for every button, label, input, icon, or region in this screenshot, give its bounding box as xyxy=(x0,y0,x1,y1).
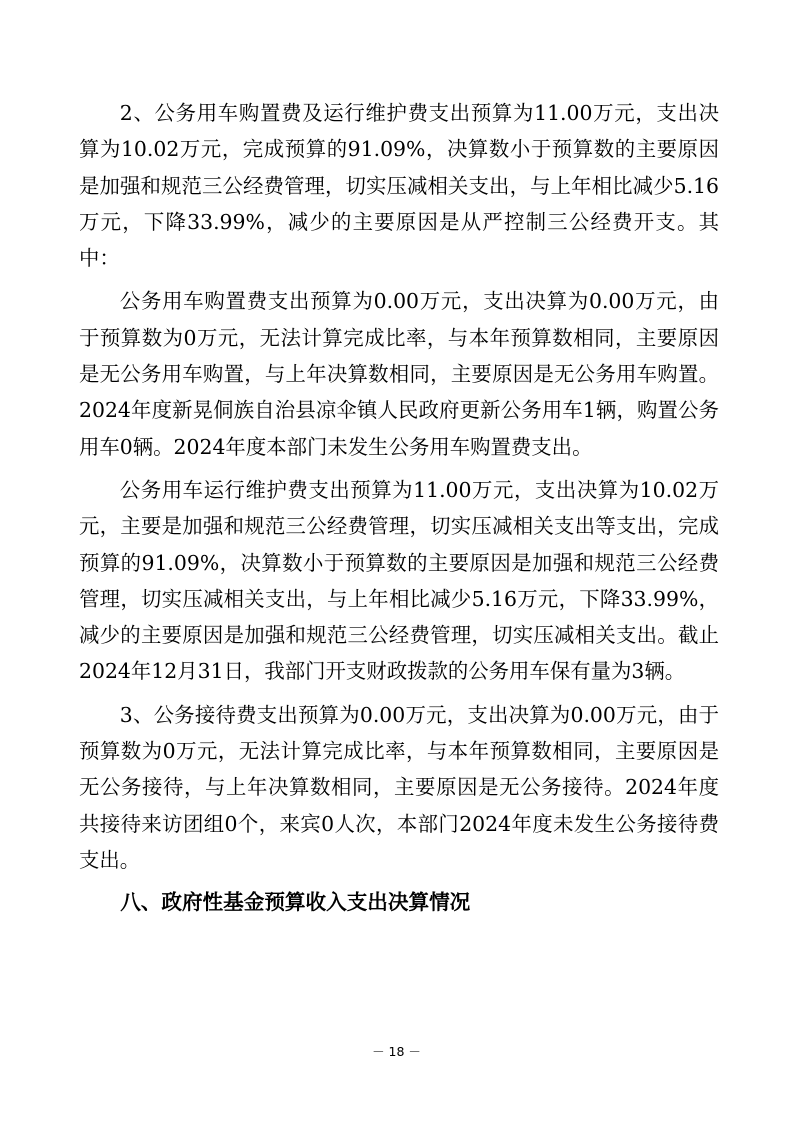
page-number: － 18 － xyxy=(372,1044,421,1059)
paragraph-vehicle-expenses: 2、公务用车购置费及运行维护费支出预算为11.00万元，支出决算为10.02万元，完成预算的91.09%，决算数小于预算数的主要原因是加强和规范三公经费管理，切实压减相关支出，与上年相比减少5.16万元，下降33.99%，减少的主要原因是从严控制三公经费开支。其中： xyxy=(79,101,719,271)
paragraph-reception-expenses: 3、公务接待费支出预算为0.00万元，支出决算为0.00万元，由于预算数为0万元，无法计算完成比率，与本年预算数相同，主要原因是无公务接待，与上年决算数相同，主要原因是无公务接待。2024年度共接待来访团组0个，来宾0人次，本部门2024年度未发生公务接待费支出。 xyxy=(79,702,719,872)
section-heading: 八、政府性基金预算收入支出决算情况 xyxy=(120,890,471,915)
document-body xyxy=(79,95,719,920)
paragraph-vehicle-purchase: 公务用车购置费支出预算为0.00万元，支出决算为0.00万元，由于预算数为0万元，无法计算完成比率，与本年预算数相同，主要原因是无公务用车购置，与上年决算数相同，主要原因是无公务用车购置。2024年度新晃侗族自治县凉伞镇人民政府更新公务用车1辆，购置公务用车0辆。2024年度本部门未发生公务用车购置费支出。 xyxy=(79,289,719,459)
paragraph-vehicle-maintenance: 公务用车运行维护费支出预算为11.00万元，支出决算为10.02万元，主要是加强和规范三公经费管理，切实压减相关支出等支出，完成预算的91.09%，决算数小于预算数的主要原因是加强和规范三公经费管理，切实压减相关支出，与上年相比减少5.16万元，下降33.99%，减少的主要原因是加强和规范三公经费管理，切实压减相关支出。截止2024年12月31日，我部门开支财政拨款的公务用车保有量为3辆。 xyxy=(79,477,719,684)
